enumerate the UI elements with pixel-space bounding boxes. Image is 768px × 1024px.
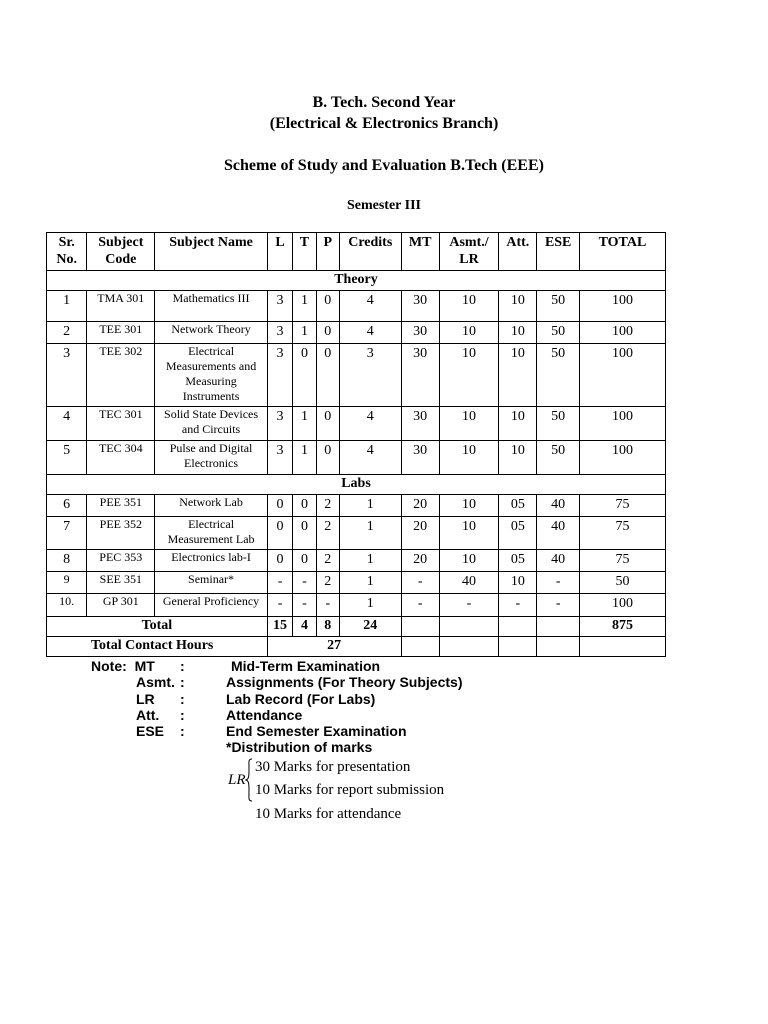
cell-t: - <box>293 572 316 594</box>
cell-ese: - <box>537 572 579 594</box>
cell-credits: 1 <box>339 495 401 517</box>
cell-t: 0 <box>293 495 316 517</box>
cell-l: - <box>267 572 292 594</box>
cell-asmt-lr: 10 <box>439 550 498 572</box>
cell-l: 0 <box>267 517 292 550</box>
note-separator: : <box>180 658 185 674</box>
cell-total: 100 <box>579 407 665 441</box>
cell-att: 10 <box>499 344 537 407</box>
cell-mt: - <box>401 572 439 594</box>
cell-p: 0 <box>316 344 339 407</box>
cell-subject-code: GP 301 <box>87 594 155 617</box>
cell-subject-code: TEE 302 <box>87 344 155 407</box>
cell-p: 2 <box>316 550 339 572</box>
section-row-theory <box>47 271 666 291</box>
note-separator: : <box>180 706 185 723</box>
distribution-heading: *Distribution of marks <box>226 739 373 756</box>
table-row <box>47 572 666 594</box>
total-row <box>47 617 666 637</box>
cell-ese: 50 <box>537 322 579 344</box>
cell-l: 0 <box>267 495 292 517</box>
heading-scheme: Scheme of Study and Evaluation B.Tech (EEE) <box>224 157 544 174</box>
cell-l: 3 <box>267 344 292 407</box>
table-row <box>47 495 666 517</box>
cell-subject-code: TEC 304 <box>87 441 155 475</box>
cell-subject-code: PEE 352 <box>87 517 155 550</box>
cell-asmt-lr: 10 <box>439 517 498 550</box>
cell-credits: 1 <box>339 594 401 617</box>
note-separator: : <box>180 723 185 740</box>
cell-t: 0 <box>293 517 316 550</box>
cell-t: 1 <box>293 407 316 441</box>
cell-l: - <box>267 594 292 617</box>
cell-t: - <box>293 594 316 617</box>
note-value: Lab Record (For Labs) <box>226 690 376 707</box>
cell-att: 10 <box>499 322 537 344</box>
cell-total: 100 <box>579 291 665 322</box>
note-value: Attendance <box>226 706 303 723</box>
cell-total: 50 <box>579 572 665 594</box>
table-row <box>47 441 666 475</box>
table-row <box>47 291 666 322</box>
cell-asmt-lr: 10 <box>439 344 498 407</box>
note-key: Asmt. <box>136 674 175 691</box>
cell-att: 05 <box>499 550 537 572</box>
cell-subject-code: PEE 351 <box>87 495 155 517</box>
cell-p: 0 <box>316 322 339 344</box>
cell-ese: 40 <box>537 550 579 572</box>
contact-empty <box>537 637 579 657</box>
cell-total: 100 <box>579 594 665 617</box>
cell-t: 1 <box>293 322 316 344</box>
section-label-theory: Theory <box>47 271 666 291</box>
cell-total: 100 <box>579 441 665 475</box>
cell-mt: 30 <box>401 407 439 441</box>
cell-asmt-lr: - <box>439 594 498 617</box>
cell-total: 75 <box>579 495 665 517</box>
note-prefix: Note: MT <box>91 658 155 674</box>
cell-mt: 20 <box>401 517 439 550</box>
cell-subject-name: Network Theory <box>155 322 268 344</box>
cell-total: 100 <box>579 344 665 407</box>
cell-asmt-lr: 10 <box>439 495 498 517</box>
note-value: Assignments (For Theory Subjects) <box>226 674 463 691</box>
note-key: LR <box>136 690 155 707</box>
col-header: MT <box>401 233 439 271</box>
cell-subject-name: Electronics lab-I <box>155 550 268 572</box>
cell-subject-name: Seminar* <box>155 572 268 594</box>
cell-att: 05 <box>499 517 537 550</box>
cell-p: - <box>316 594 339 617</box>
contact-empty <box>439 637 498 657</box>
col-header: Asmt./ LR <box>439 233 498 271</box>
cell-asmt-lr: 40 <box>439 572 498 594</box>
cell-asmt-lr: 10 <box>439 407 498 441</box>
cell-subject-code: TEE 301 <box>87 322 155 344</box>
cell-asmt-lr: 10 <box>439 322 498 344</box>
col-header: Subject Code <box>87 233 155 271</box>
cell-p: 2 <box>316 572 339 594</box>
cell-subject-name: Solid State Devices and Circuits <box>155 407 268 441</box>
cell-subject-name: General Proficiency <box>155 594 268 617</box>
contact-empty <box>401 637 439 657</box>
total-empty <box>401 617 439 637</box>
cell-ese: 50 <box>537 441 579 475</box>
note-separator: : <box>180 674 185 691</box>
table-row <box>47 344 666 407</box>
total-t: 4 <box>293 617 316 637</box>
cell-credits: 4 <box>339 322 401 344</box>
cell-sr-no: 8 <box>47 550 87 572</box>
col-header: TOTAL <box>579 233 665 271</box>
note-key: Att. <box>136 706 160 723</box>
table-row <box>47 594 666 617</box>
note-separator: : <box>180 690 185 707</box>
contact-hours-row <box>47 637 666 657</box>
note-key: ESE <box>136 723 165 740</box>
contact-empty <box>499 637 537 657</box>
section-label-labs: Labs <box>47 475 666 495</box>
cell-ese: 40 <box>537 517 579 550</box>
total-empty <box>439 617 498 637</box>
lr-item: 10 Marks for report submission <box>255 782 445 798</box>
cell-credits: 1 <box>339 550 401 572</box>
cell-l: 0 <box>267 550 292 572</box>
cell-asmt-lr: 10 <box>439 441 498 475</box>
attendance-marks: 10 Marks for attendance <box>255 806 402 822</box>
cell-mt: 30 <box>401 344 439 407</box>
cell-ese: 50 <box>537 344 579 407</box>
col-header: L <box>267 233 292 271</box>
lr-label: LR <box>228 772 246 788</box>
cell-subject-name: Network Lab <box>155 495 268 517</box>
cell-sr-no: 9 <box>47 572 87 594</box>
table-row <box>47 322 666 344</box>
cell-mt: 20 <box>401 495 439 517</box>
cell-p: 0 <box>316 291 339 322</box>
cell-subject-name: Mathematics III <box>155 291 268 322</box>
col-header: Subject Name <box>155 233 268 271</box>
cell-sr-no: 7 <box>47 517 87 550</box>
cell-total: 100 <box>579 322 665 344</box>
total-p: 8 <box>316 617 339 637</box>
col-header: Sr. No. <box>47 233 87 271</box>
cell-sr-no: 2 <box>47 322 87 344</box>
cell-subject-name: Electrical Measurement Lab <box>155 517 268 550</box>
total-label: Total <box>47 617 268 637</box>
cell-mt: 30 <box>401 291 439 322</box>
col-header: T <box>293 233 316 271</box>
cell-t: 0 <box>293 550 316 572</box>
cell-subject-name: Pulse and Digital Electronics <box>155 441 268 475</box>
contact-hours-value: 27 <box>267 637 401 657</box>
cell-p: 0 <box>316 441 339 475</box>
heading-year: B. Tech. Second Year <box>312 94 456 111</box>
cell-l: 3 <box>267 291 292 322</box>
cell-att: 10 <box>499 572 537 594</box>
cell-credits: 4 <box>339 441 401 475</box>
cell-p: 2 <box>316 495 339 517</box>
table-row <box>47 517 666 550</box>
cell-total: 75 <box>579 550 665 572</box>
cell-ese: 50 <box>537 291 579 322</box>
total-l: 15 <box>267 617 292 637</box>
cell-att: 10 <box>499 291 537 322</box>
cell-att: 10 <box>499 407 537 441</box>
col-header: ESE <box>537 233 579 271</box>
cell-total: 75 <box>579 517 665 550</box>
cell-sr-no: 4 <box>47 407 87 441</box>
cell-subject-name: Electrical Measurements and Measuring Instruments <box>155 344 268 407</box>
cell-sr-no: 3 <box>47 344 87 407</box>
heading-branch: (Electrical & Electronics Branch) <box>269 115 499 132</box>
cell-p: 0 <box>316 407 339 441</box>
cell-p: 2 <box>316 517 339 550</box>
cell-credits: 4 <box>339 291 401 322</box>
table-header-row <box>47 233 666 271</box>
section-row-labs <box>47 475 666 495</box>
cell-credits: 4 <box>339 407 401 441</box>
note-value: End Semester Examination <box>226 723 407 740</box>
cell-att: 05 <box>499 495 537 517</box>
total-empty <box>537 617 579 637</box>
curly-brace-icon <box>245 758 253 802</box>
cell-asmt-lr: 10 <box>439 291 498 322</box>
cell-sr-no: 5 <box>47 441 87 475</box>
heading-semester: Semester III <box>346 198 421 213</box>
cell-credits: 1 <box>339 517 401 550</box>
table-row <box>47 407 666 441</box>
col-header: Att. <box>499 233 537 271</box>
note-value: Mid-Term Examination <box>231 658 381 674</box>
cell-sr-no: 1 <box>47 291 87 322</box>
cell-subject-code: PEC 353 <box>87 550 155 572</box>
total-empty <box>499 617 537 637</box>
cell-mt: - <box>401 594 439 617</box>
total-credits: 24 <box>339 617 401 637</box>
total-marks: 875 <box>579 617 665 637</box>
cell-l: 3 <box>267 407 292 441</box>
cell-mt: 30 <box>401 322 439 344</box>
cell-mt: 20 <box>401 550 439 572</box>
cell-ese: - <box>537 594 579 617</box>
col-header: Credits <box>339 233 401 271</box>
table-row <box>47 550 666 572</box>
cell-att: 10 <box>499 441 537 475</box>
lr-item: 30 Marks for presentation <box>255 759 411 775</box>
cell-l: 3 <box>267 322 292 344</box>
cell-ese: 40 <box>537 495 579 517</box>
cell-l: 3 <box>267 441 292 475</box>
cell-mt: 30 <box>401 441 439 475</box>
cell-subject-code: SEE 351 <box>87 572 155 594</box>
cell-t: 1 <box>293 441 316 475</box>
cell-ese: 50 <box>537 407 579 441</box>
cell-t: 1 <box>293 291 316 322</box>
cell-subject-code: TMA 301 <box>87 291 155 322</box>
cell-credits: 1 <box>339 572 401 594</box>
scheme-table <box>46 232 666 657</box>
cell-sr-no: 6 <box>47 495 87 517</box>
contact-hours-label: Total Contact Hours <box>47 637 268 657</box>
cell-att: - <box>499 594 537 617</box>
contact-empty <box>579 637 665 657</box>
cell-subject-code: TEC 301 <box>87 407 155 441</box>
cell-credits: 3 <box>339 344 401 407</box>
cell-t: 0 <box>293 344 316 407</box>
cell-sr-no: 10. <box>47 594 87 617</box>
col-header: P <box>316 233 339 271</box>
